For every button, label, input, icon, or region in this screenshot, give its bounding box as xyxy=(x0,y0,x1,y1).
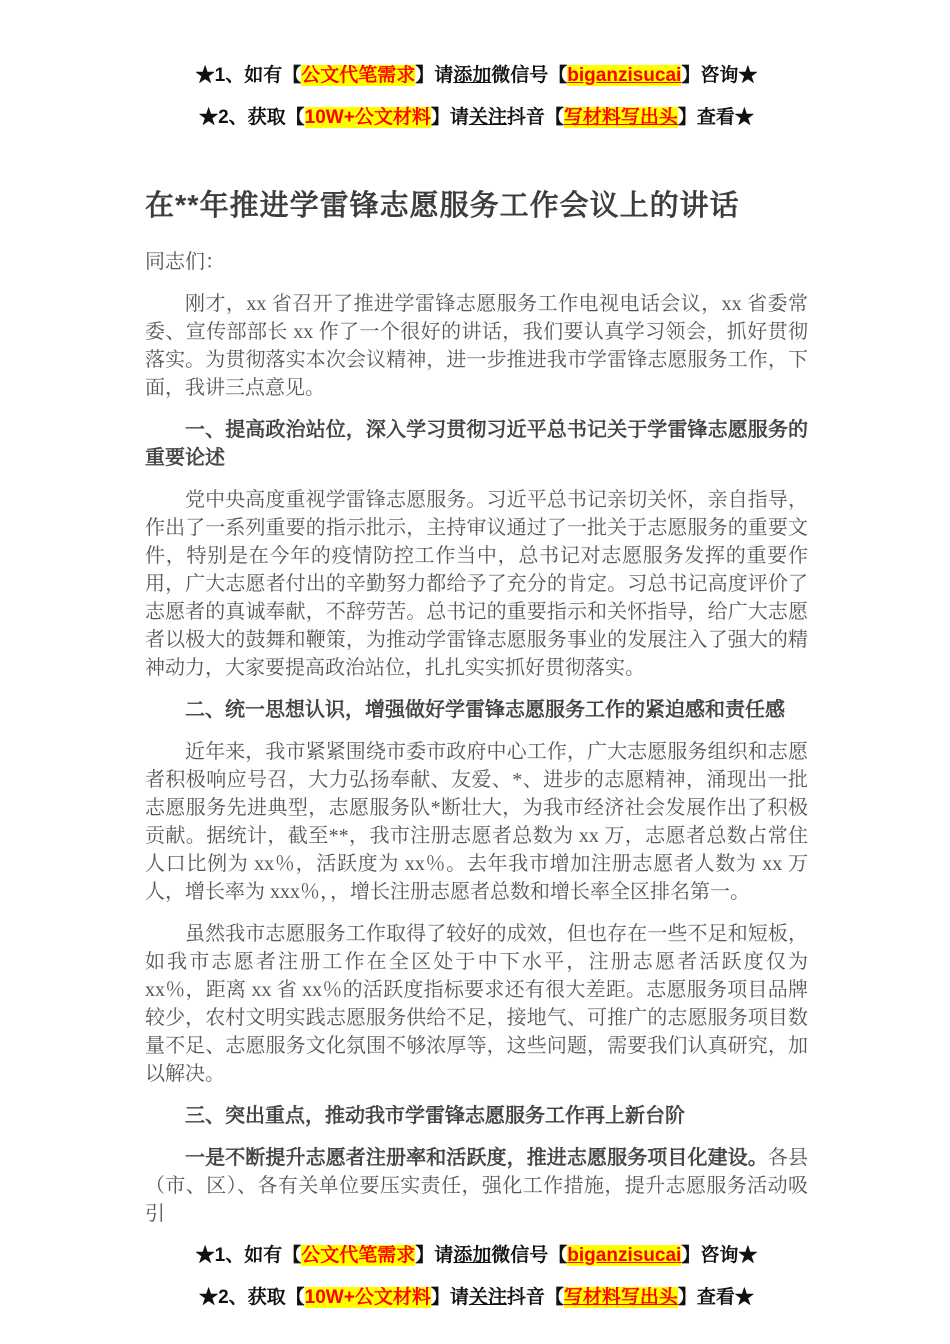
promo-line-1 xyxy=(145,1242,808,1269)
paragraph-section-2-achievements: 近年来，我市紧紧围绕市委市政府中心工作，广大志愿服务组织和志愿者积极响应号召，大力弘扬奉献、友爱、*、进步的志愿精神，涌现出一批志愿服务先进典型，志愿服务队*断壮大，为我市经济社会发展作出了积极贡献。据统计，截至**，我市注册志愿者总数为 xx 万，志愿者总数占常住人口比例为 xx％，活跃度为 xx％。去年我市增加注册志愿者人数为 xx 万人，增长率为 xxx％，，增长注册志愿者总数和增长率全区排名第一。 xyxy=(145,741,808,903)
promo-highlight-service-need: 公文代笔需求 xyxy=(301,65,416,86)
promo-text: 】请 xyxy=(415,65,454,86)
promo-text: 】查看★ xyxy=(677,107,754,128)
promo-wechat-id: biganzisucai xyxy=(567,1245,682,1266)
promo-text: ★2、获取【 xyxy=(199,107,305,128)
section-heading-2: 二、统一思想认识，增强做好学雷锋志愿服务工作的紧迫感和责任感 xyxy=(185,699,785,721)
promo-text: ★2、获取【 xyxy=(199,1287,305,1308)
promo-line-2 xyxy=(145,104,808,131)
document-body xyxy=(145,248,808,1228)
promo-text: 微信号【 xyxy=(491,65,568,86)
promo-text: ★1、如有【 xyxy=(195,1245,302,1266)
paragraph-section-1: 党中央高度重视学雷锋志愿服务。习近平总书记亲切关怀，亲自指导，作出了一系列重要的指示批示，主持审议通过了一批关于志愿服务的重要文件，特别是在今年的疫情防控工作当中，总书记对志愿服务发挥的重要作用，广大志愿者付出的辛勤努力都给予了充分的肯定。习总书记高度评价了志愿者的真诚奉献，不辞劳苦。总书记的重要指示和关怀指导，给广大志愿者以极大的鼓舞和鞭策，为推动学雷锋志愿服务事业的发展注入了强大的精神动力，大家要提高政治站位，扎扎实实抓好贯彻落实。 xyxy=(145,489,808,679)
promo-text: ★1、如有【 xyxy=(195,65,302,86)
promo-text: 】请 xyxy=(415,1245,454,1266)
paragraph-section-3-point-1 xyxy=(145,1144,808,1228)
promo-underline-follow: 关注 xyxy=(468,107,507,128)
promo-text: 抖音【 xyxy=(506,1287,564,1308)
salutation: 同志们： xyxy=(145,251,225,273)
promo-text: 】查看★ xyxy=(677,1287,754,1308)
promo-text: 】咨询★ xyxy=(681,1245,758,1266)
promo-line-1 xyxy=(145,62,808,89)
promo-douyin-id: 写材料写出头 xyxy=(563,1287,678,1308)
promo-wechat-id: biganzisucai xyxy=(567,65,682,86)
promo-text: 微信号【 xyxy=(491,1245,568,1266)
promo-highlight-service-need: 公文代笔需求 xyxy=(301,1245,416,1266)
promo-text: 】请 xyxy=(430,1287,469,1308)
promo-highlight-materials: 10W+公文材料 xyxy=(304,107,431,128)
paragraph-section-2-shortcomings: 虽然我市志愿服务工作取得了较好的成效，但也存在一些不足和短板，如我市志愿者注册工作在全区处于中下水平，注册志愿者活跃度仅为 xx％，距离 xx 省 xx％的活跃度指标要求还有很大差距。志愿服务项目品牌较少，农村文明实践志愿服务供给不足，接地气、可推广的志愿服务项目数量不足、志愿服务文化氛围不够浓厚等，这些问题，需要我们认真研究，加以解决。 xyxy=(145,923,808,1085)
section-heading-1: 一、提高政治站位，深入学习贯彻习近平总书记关于学雷锋志愿服务的重要论述 xyxy=(145,419,808,469)
promo-banner-bottom xyxy=(145,1242,808,1311)
promo-underline-add: 添加 xyxy=(453,65,492,86)
promo-banner-top xyxy=(145,62,808,131)
promo-text: 抖音【 xyxy=(506,107,564,128)
promo-line-2 xyxy=(145,1284,808,1311)
document-title: 在**年推进学雷锋志愿服务工作会议上的讲话 xyxy=(145,190,740,222)
promo-underline-follow: 关注 xyxy=(468,1287,507,1308)
promo-underline-add: 添加 xyxy=(453,1245,492,1266)
promo-douyin-id: 写材料写出头 xyxy=(563,107,678,128)
section-heading-3: 三、突出重点，推动我市学雷锋志愿服务工作再上新台阶 xyxy=(185,1105,685,1127)
paragraph-bold-lead: 一是不断提升志愿者注册率和活跃度，推进志愿服务项目化建设。 xyxy=(185,1147,768,1169)
paragraph-rest: 各县（市、区）、各有关单位要压实责任，强化工作措施，提升志愿服务活动吸引 xyxy=(145,1147,809,1225)
promo-highlight-materials: 10W+公文材料 xyxy=(304,1287,431,1308)
paragraph-intro: 刚才，xx 省召开了推进学雷锋志愿服务工作电视电话会议，xx 省委常委、宣传部部长 xx 作了一个很好的讲话，我们要认真学习领会，抓好贯彻落实。为贯彻落实本次会议精神，进一步推进我市学雷锋志愿服务工作，下面，我讲三点意见。 xyxy=(145,293,808,399)
promo-text: 】咨询★ xyxy=(681,65,758,86)
promo-text: 】请 xyxy=(430,107,469,128)
